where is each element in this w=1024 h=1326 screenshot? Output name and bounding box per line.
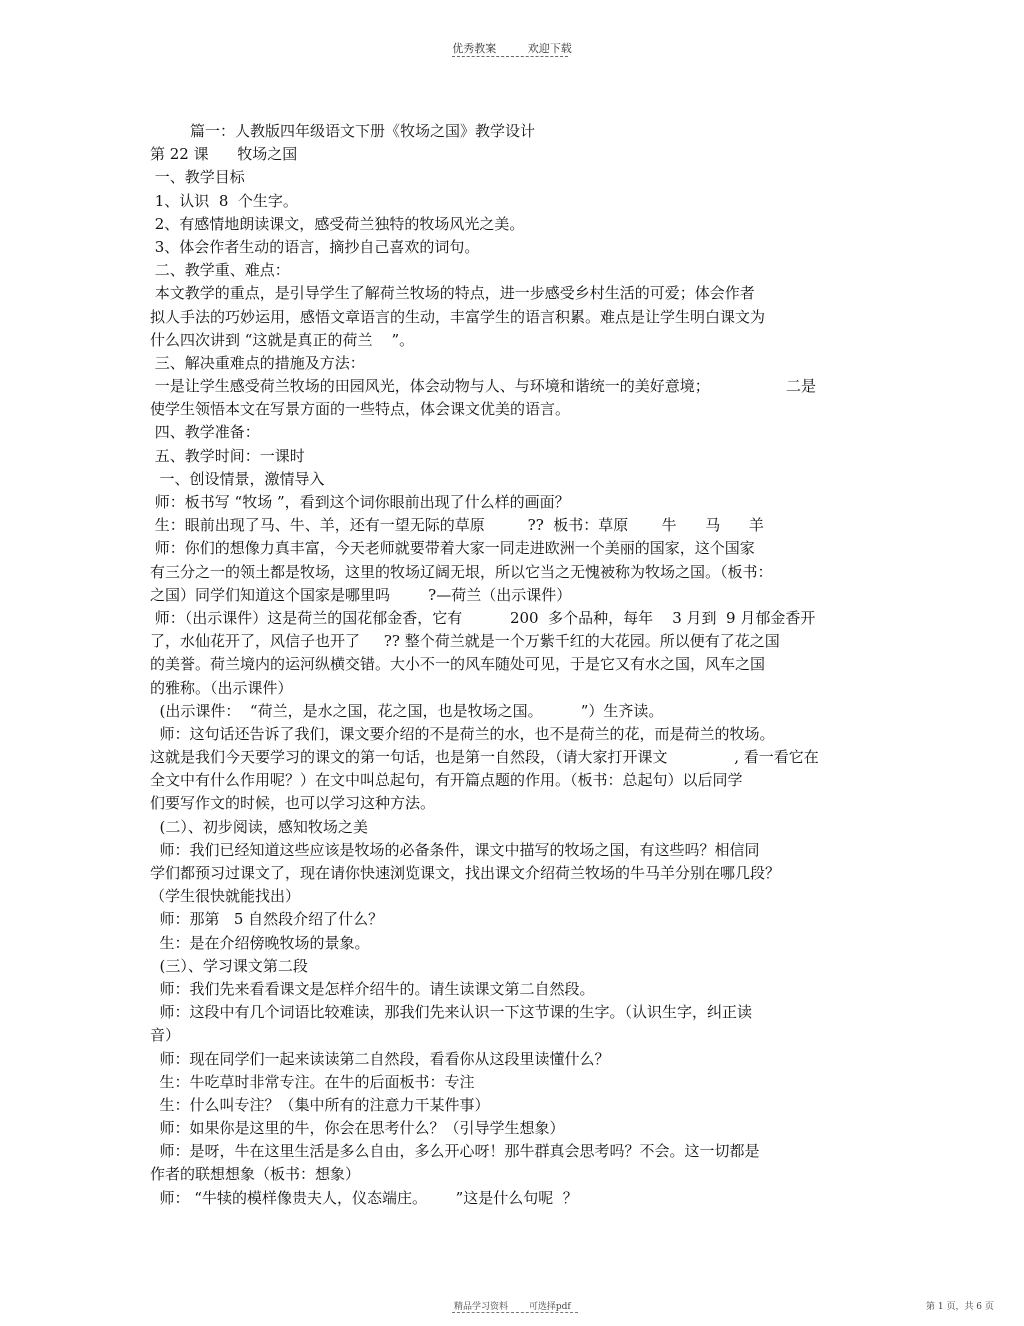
text-line: 这就是我们今天要学习的课文的第一句话，也是第一自然段，（请大家打开课文 , 看一看它在 (150, 748, 819, 767)
text-line: 音） (150, 1026, 181, 1045)
text-line: 学们都预习过课文了，现在请你快速浏览课文，找出课文介绍荷兰牧场的牛马羊分别在哪几段？ (150, 864, 781, 882)
document-title: 篇一：人教版四年级语文下册《牧场之国》教学设计 (190, 122, 536, 140)
text-line: 一、教学目标 (150, 168, 245, 187)
text-line: 生：牛吃草时非常专注。在牛的后面板书：专注 (150, 1072, 475, 1091)
text-line: （学生很快就能找出） (150, 887, 301, 906)
text-line: 了，水仙花开了，风信子也开了 ?? 整个荷兰就是一个万紫千红的大花园。所以便有了花之国 (150, 632, 780, 651)
footer-label-1: 精品学习资料 (454, 1302, 509, 1312)
text-line: 作者的联想想象（板书：想象） (150, 1165, 361, 1184)
text-line: 师：你们的想像力真丰富，今天老师就要带着大家一同走进欧洲一个美丽的国家，这个国家 (150, 539, 755, 558)
text-line: 师：现在同学们一起来读读第二自然段，看看你从这段里读懂什么？ (150, 1049, 610, 1068)
text-line: 们要写作文的时候，也可以学习这种方法。 (150, 794, 436, 813)
text-line: 师：这段中有几个词语比较难读，那我们先来认识一下这节课的生字。（认识生字，纠正读 (150, 1003, 753, 1022)
text-line: (二）、初步阅读，感知牧场之美 (150, 817, 368, 836)
text-line: 生：眼前出现了马、牛、羊，还有一望无际的草原 ?? 板书：草原 牛 马 羊 (150, 516, 764, 535)
page-number: 第 1 页，共 6 页 (926, 1302, 994, 1312)
text-line: 一是让学生感受荷兰牧场的田园风光，体会动物与人、与环境和谐统一的美好意境； 二是 (150, 377, 817, 396)
text-line: 师：（出示课件）这是荷兰的国花郁金香，它有 200 多个品种，每年 3 月到 9 月郁金香开 (150, 608, 816, 627)
text-line: 2、有感情地朗读课文，感受荷兰独特的牧场风光之美。 (150, 214, 525, 233)
text-line: 师：那第 5 自然段介绍了什么？ (150, 910, 384, 929)
text-line: 有三分之一的领土都是牧场，这里的牧场辽阔无垠，所以它当之无愧被称为牧场之国。（板书： (150, 562, 773, 581)
text-line: 1、认识 8 个生字。 (150, 191, 298, 210)
text-line: 全文中有什么作用呢？）在文中叫总起句，有开篇点题的作用。（板书：总起句）以后同学 (150, 771, 743, 790)
text-line: 3、体会作者生动的语言，摘抄自己喜欢的词句。 (150, 237, 480, 256)
document-body (150, 120, 870, 1210)
text-line: 之国）同学们知道这个国家是哪里吗 ?—荷兰（出示课件） (150, 585, 572, 604)
text-line: 一、创设情景，激情导入 (150, 469, 325, 488)
text-line: 三、解决重难点的措施及方法： (150, 353, 365, 372)
footer-label-2: 可选择pdf (528, 1302, 571, 1312)
text-line: 的雅称。（出示课件） (150, 678, 293, 697)
header-right: 欢迎下载 (527, 42, 572, 55)
text-line: (三）、学习课文第二段 (150, 956, 308, 975)
text-line: 什么四次讲到 “这就是真正的荷兰 ”。 (150, 330, 415, 349)
text-line: 的美誉。荷兰境内的运河纵横交错。大小不一的风车随处可见，于是它又有水之国，风车之国 (150, 655, 766, 674)
text-line: 使学生领悟本文在写景方面的一些特点，体会课文优美的语言。 (150, 400, 571, 419)
text-line: 师：这句话还告诉了我们，课文要介绍的不是荷兰的水，也不是荷兰的花，而是荷兰的牧场。 (150, 724, 775, 743)
text-line: 二、教学重、难点： (150, 261, 290, 280)
text-line: 师：是呀，牛在这里生活是多么自由，多么开心呀！那牛群真会思考吗？不会。这一切都是 (150, 1142, 760, 1161)
text-line: 师：我们先来看看课文是怎样介绍牛的。请生读课文第二自然段。 (150, 979, 595, 998)
text-line: 五、教学时间：一课时 (150, 446, 305, 465)
header-left: 优秀教案 (452, 42, 497, 55)
text-line: 师：如果你是这里的牛，你会在思考什么？（引导学生想象） (150, 1119, 565, 1138)
text-line: 第 22 课 牧场之国 (150, 145, 298, 164)
text-line: 生：什么叫专注？（集中所有的注意力干某件事） (150, 1095, 490, 1114)
text-line: (出示课件： “荷兰，是水之国，花之国，也是牧场之国。 ”）生齐读。 (150, 701, 664, 720)
text-line: 生：是在介绍傍晚牧场的景象。 (150, 933, 370, 952)
page-header (0, 40, 1024, 56)
text-line: 师：板书写 “牧场 ”，看到这个词你眼前出现了什么样的画面？ (150, 493, 570, 511)
text-line: 本文教学的重点，是引导学生了解荷兰牧场的特点，进一步感受乡村生活的可爱；体会作者 (150, 284, 755, 303)
header-divider (452, 56, 568, 57)
footer-left (454, 1299, 589, 1312)
text-line: 师： “牛犊的模样像贵夫人，仪态端庄。 ”这是什么句呢 ？ (150, 1188, 578, 1207)
footer-divider (452, 1312, 578, 1313)
text-line: 师：我们已经知道这些应该是牧场的必备条件，课文中描写的牧场之国，有这些吗？相信同 (150, 840, 760, 859)
text-line: 拟人手法的巧妙运用，感悟文章语言的生动，丰富学生的语言积累。难点是让学生明白课文为 (150, 307, 766, 326)
text-line: 四、教学准备： (150, 423, 260, 442)
